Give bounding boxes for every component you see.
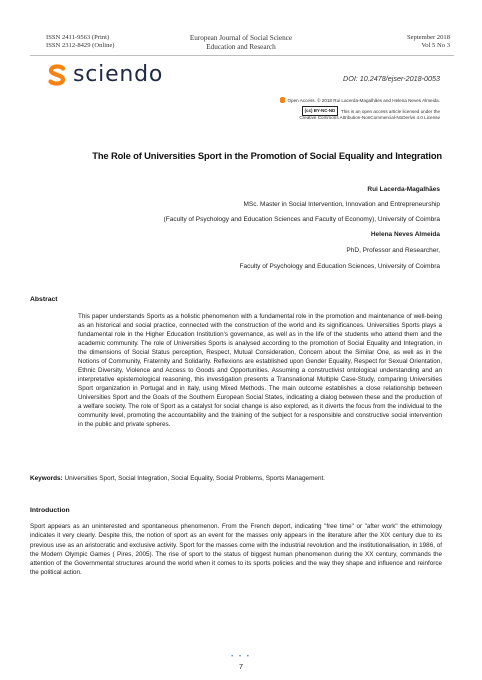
issue-date: September 2018 xyxy=(406,34,450,41)
introduction-heading: Introduction xyxy=(30,507,70,514)
open-access-lock-icon xyxy=(280,97,285,103)
copyright-text: Open Access. © 2018 Rui Lacerda-Magalhães and Helena Neves Almeida. xyxy=(287,97,440,103)
author-affiliation: (Faculty of Psychology and Education Sciences and Faculty of Economy), University of Coimbra xyxy=(163,216,440,223)
author-degree: MSc. Master in Social Intervention, Innovation and Entrepreneurship xyxy=(243,201,440,208)
author-name: Helena Neves Almeida xyxy=(370,231,440,238)
open-access-notice xyxy=(280,97,440,103)
issue-info xyxy=(407,34,450,50)
page-number: 7 xyxy=(239,662,243,671)
page-ornament: • • • xyxy=(231,654,251,660)
paper-title: The Role of Universities Sport in the Promotion of Social Equality and Integration xyxy=(92,150,442,161)
keywords-label: Keywords: xyxy=(30,475,63,482)
keywords xyxy=(30,475,442,482)
journal-name-line2: Education and Research xyxy=(206,42,276,51)
cc-license-badge[interactable]: (cc) BY-NC-ND xyxy=(302,106,338,116)
author-degree: PhD, Professor and Researcher, xyxy=(346,247,440,254)
keywords-list: Universities Sport, Social Integration, Social Equality, Social Problems, Sports Management. xyxy=(64,475,326,482)
abstract-body: This paper understands Sports as a holistic phenomenon with a fundamental role in the promotion and maintenance of well-being as an historical and social practice, connected with the construction of the world and its significances. Universities Sports plays a fundamental role in the Higher Education Institution's governance, as well as in the life of the students who attend them and the academic community. The role of Universities Sports is analysed according to the promotion of Social Equality and Integration, in the dimensions of Social Status perception, Respect, Mutual Consideration, Concern about the Similar One, as well as in the Notions of Community, Fraternity and Solidarity. Reflexions are established upon Gender Equality, Respect for Sexual Orientation, Ethnic Diversity, Violence and Access to Goods and Opportunities. Assuming a constructivist ontological understanding and an interpretative epistemological reasoning, this investigation presents a Transnational Multiple Case-Study, comparing Universities Sport organization in Portugal and in Italy, using Mixed Methods. The main outcome establishes a close relationship between Universities Sport and the Goals of the Southern European Social States, indicating a dialog between these and the production of a welfare society. The role of Sport as a catalyst for social change is also explored, as it diverts the focus from the individual to the community level, promoting the accountability and the training of the subject for a responsible and constructive social intervention in the public and private spheres. xyxy=(78,313,442,428)
doi[interactable]: DOI: 10.2478/ejser-2018-0053 xyxy=(343,74,440,83)
logo-wordmark: sciendo xyxy=(73,62,164,87)
license-text: This is an open access article licensed under the xyxy=(340,108,440,114)
header-divider xyxy=(30,55,454,56)
introduction-body: Sport appears as an uninterested and spontaneous phenomenon. From the French deport, indicating "free time" or "after work" the ethimology indicates it very clearly. Despite this, the notion of sport as an event for the masses only appears in the literature after the XIX century due to its previous use as an aristocratic and exclusive activity. Sport for the masses come with the industrial revolution and the institutionalisation, in 1986, of the Modern Olympic Games ( Pires, 2005). The rise of sport to the status of biggest human phenomenon during the XX century, commands the attention of the Governmental structures around the world when it comes to its sports policies and the way they shape and influence and reinforce the political action. xyxy=(30,523,442,577)
journal-name-line1: European Journal of Social Science xyxy=(189,34,293,42)
issn-online: ISSN 2312-8429 (Online) xyxy=(46,42,115,50)
author-name: Rui Lacerda-Magalhães xyxy=(367,186,440,193)
issn-print: ISSN 2411-9563 (Print) xyxy=(46,34,110,41)
issue-volume: Vol 5 No 3 xyxy=(421,42,450,50)
sciendo-s-logo-icon xyxy=(46,63,68,87)
publisher-logo xyxy=(46,62,163,88)
author-affiliation: Faculty of Psychology and Education Sciences, University of Coimbra xyxy=(239,263,440,270)
license-name[interactable]: Creative Commons Attribution-NonCommercial-NoDerivs 4.0 License xyxy=(299,115,440,120)
abstract-heading: Abstract xyxy=(30,296,58,303)
